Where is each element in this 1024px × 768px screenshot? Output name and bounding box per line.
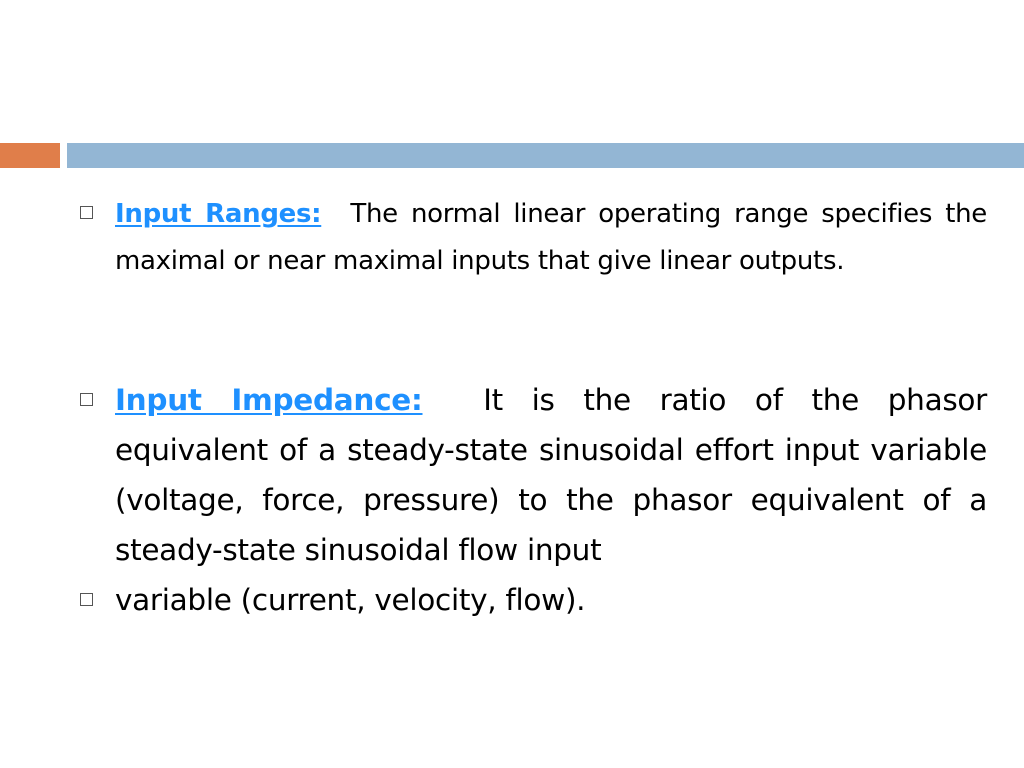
- definition-input-ranges: The normal linear operating range specifies the maximal or near maximal inputs that give linear outputs.: [115, 199, 987, 276]
- term-input-impedance: Input Impedance:: [115, 383, 423, 417]
- header-accent-orange: [0, 143, 60, 168]
- header-accent-blue: [67, 143, 1024, 168]
- bullet-input-impedance: [115, 375, 987, 575]
- bullet-input-ranges: [115, 191, 987, 285]
- term-input-ranges: Input Ranges:: [115, 199, 322, 229]
- bullet-square-icon: [80, 393, 93, 406]
- definition-continuation: variable (current, velocity, flow).: [115, 583, 586, 617]
- definition-input-impedance: It is the ratio of the phasor equivalent of a steady-state sinusoidal effort input variable (voltage, force, pressure) to the phasor equivalent of a steady-state sinusoidal flow input: [115, 383, 987, 567]
- bullet-square-icon: [80, 593, 93, 606]
- bullet-continuation: [115, 575, 987, 625]
- bullet-square-icon: [80, 206, 93, 219]
